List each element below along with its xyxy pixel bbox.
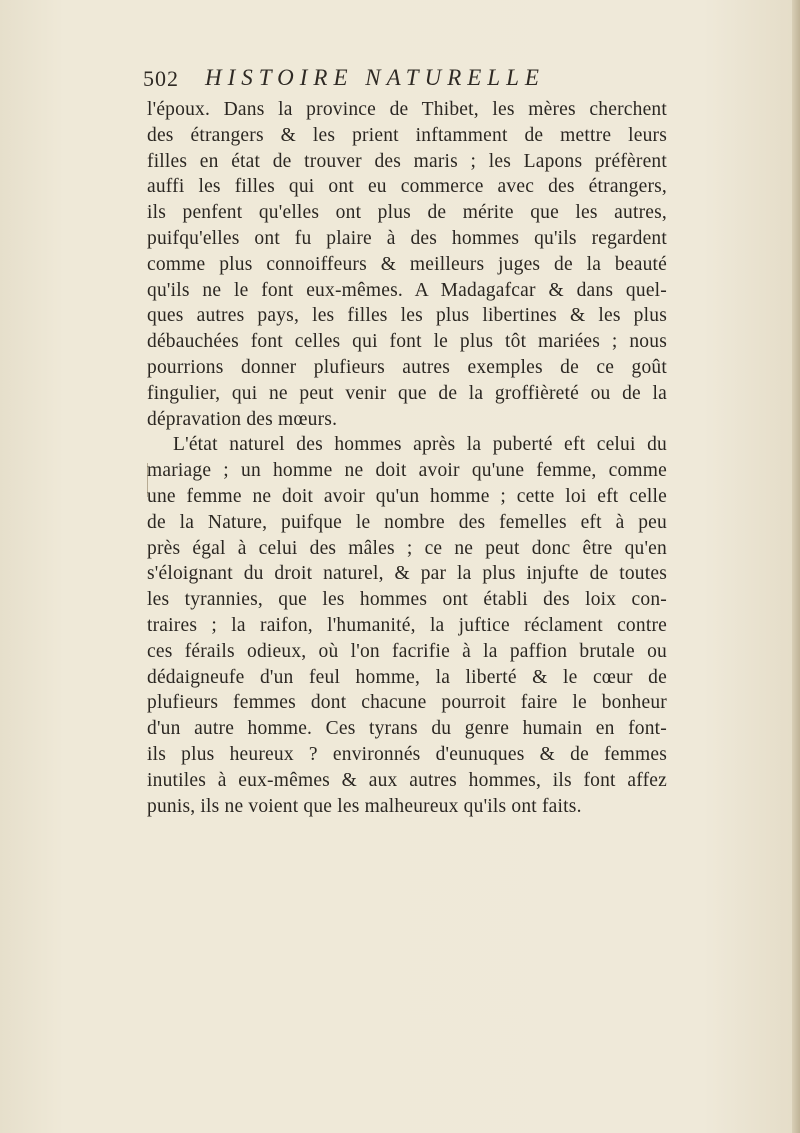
text-line: plufieurs femmes dont chacune pourroit faire le bonheur — [147, 692, 667, 714]
page-number: 502 — [143, 66, 179, 91]
text-line: l'époux. Dans la province de Thibet, les mères cherchent — [147, 99, 667, 120]
text-line: débauchées font celles qui font le plus tôt mariées ; nous — [147, 331, 667, 353]
text-line: mariage ; un homme ne doit avoir qu'une femme, comme — [147, 460, 667, 482]
text-line: inutiles à eux-mêmes & aux autres hommes, ils font affez — [147, 769, 667, 791]
text-line: dédaigneufe d'un feul homme, la liberté & le cœur de — [147, 666, 667, 688]
text-line: des étrangers & les prient inftamment de mettre leurs — [147, 124, 667, 146]
text-line: dépravation des mœurs. — [147, 408, 338, 430]
text-line: ils penfent qu'elles ont plus de mérite que les autres, — [147, 202, 667, 224]
text-line: s'éloignant du droit naturel, & par la plus injufte de toutes — [147, 563, 667, 585]
text-line: punis, ils ne voient que les malheureux qu'ils ont faits. — [147, 795, 582, 817]
text-line: filles en état de trouver des maris ; les Lapons préfèrent — [147, 150, 667, 172]
running-title: HISTOIRE NATURELLE — [205, 65, 545, 90]
text-line: de la Nature, puifque le nombre des femelles eft à peu — [147, 511, 667, 533]
body-text — [147, 97, 667, 819]
text-line: ces férails odieux, où l'on facrifie à la paffion brutale ou — [147, 640, 667, 662]
text-line: auffi les filles qui ont eu commerce avec des étrangers, — [147, 176, 667, 198]
text-line: traires ; la raifon, l'humanité, la juftice réclament contre — [147, 614, 667, 636]
text-line: une femme ne doit avoir qu'un homme ; cette loi eft celle — [147, 485, 667, 507]
text-line: près égal à celui des mâles ; ce ne peut donc être qu'en — [147, 537, 667, 559]
text-line: pourrions donner plufieurs autres exemples de ce goût — [147, 356, 667, 378]
text-line: qu'ils ne le font eux-mêmes. A Madagafcar & dans quel- — [147, 279, 667, 301]
text-line: fingulier, qui ne peut venir que de la groffièreté ou de la — [147, 382, 667, 404]
page-edge — [792, 0, 800, 1133]
text-line: ques autres pays, les filles les plus libertines & les plus — [147, 305, 667, 327]
text-line: comme plus connoiffeurs & meilleurs juges de la beauté — [147, 253, 667, 275]
text-line: d'un autre homme. Ces tyrans du genre humain en font- — [147, 718, 667, 740]
text-line: les tyrannies, que les hommes ont établi des loix con- — [147, 589, 667, 611]
text-line: puifqu'elles ont fu plaire à des hommes qu'ils regardent — [147, 227, 667, 249]
text-line: ils plus heureux ? environnés d'eunuques & de femmes — [147, 743, 667, 765]
text-line: L'état naturel des hommes après la puberté eft celui du — [173, 434, 667, 456]
